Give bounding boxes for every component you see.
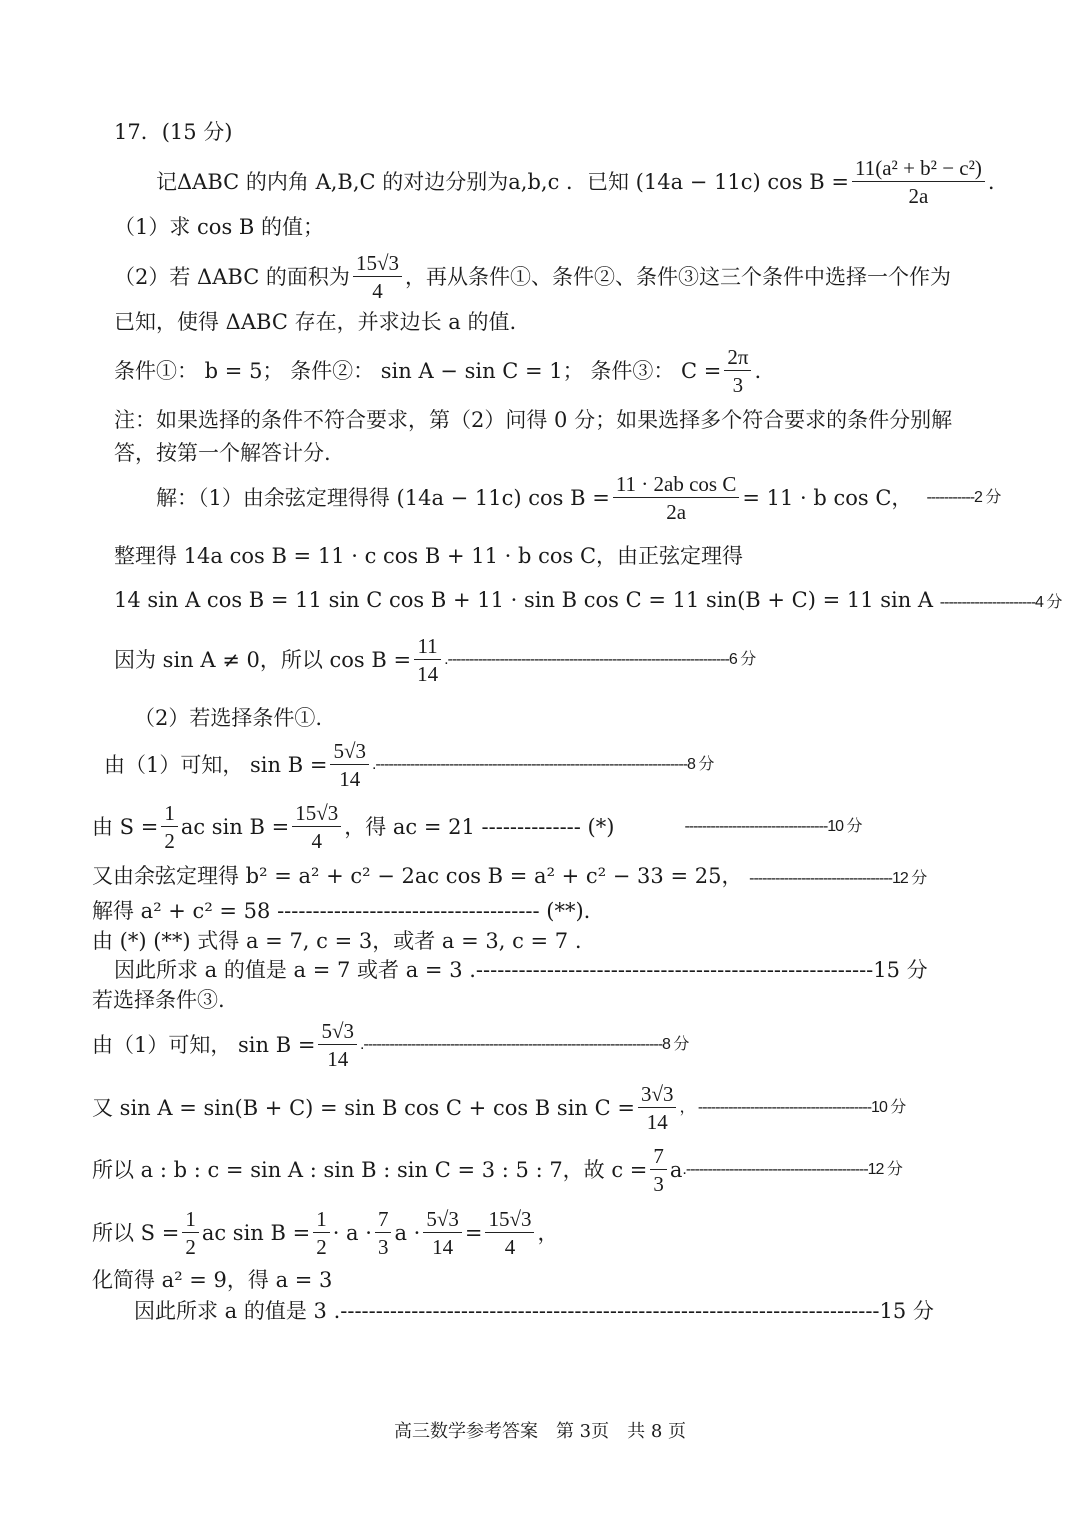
cond3-line3: 所以 a : b : c = sin A : sin B : sin C = 3 : 5 : 7，故 c = $\frac{7}{3}$ a .------------------------------------------12 分 [92, 1144, 902, 1197]
cond1-heading: （2）若选择条件①. [134, 706, 323, 730]
page-footer: 高三数学参考答案 第 3页 共 8 页 [393, 1421, 687, 1442]
part2-cont: 已知，使得 ΔABC 存在，并求边长 a 的值. [114, 310, 517, 334]
cond3-line4: 所以 S = $\frac{1}{2}$ ac sin B = $\frac{1}{2}$ · a · 7 3 a · $\frac{5√3}{14}$ = $\frac{15√3}{4}$ ， [92, 1207, 559, 1260]
sol-line1: 解：（1）由余弦定理得得 (14a − 11c) cos B = $\frac{\text{11 · 2ab cos C}}{2a}$ = 11 · b cos C， -----------2 分 [156, 472, 1001, 525]
score-mark: .-----------------------------------------------------------------6 分 [444, 651, 756, 669]
sol-line3: 14 sin A cos B = 11 sin C cos B + 11 · sin B cos C = 11 sin(B + C) = 11 sin A ----------------------4 分 [114, 588, 1062, 612]
sol-line2: 整理得 14a cos B = 11 · c cos B + 11 · b cos C，由正弦定理得 [114, 544, 744, 568]
cond3-fraction: $\frac{2\pi}{3}$ [724, 346, 751, 396]
score-mark: ---------------------------------12 分 [749, 870, 927, 887]
ratio-fraction: $\frac{7}{3}$ [650, 1145, 667, 1195]
sol-line4: 因为 sin A ≠ 0，所以 cos B = $\frac{11}{14}$ .-----------------------------------------------------------------6 分 [114, 634, 756, 687]
area-fraction: 15√3 4 [353, 252, 402, 302]
cond1-line3: 又由余弦定理得 b² = a² + c² − 2ac cos B = a² + c² − 33 = 25， ---------------------------------12 分 [92, 864, 927, 888]
score-mark: .---------------------------------------------------------------------8 分 [359, 1036, 689, 1054]
score-mark: .------------------------------------------12 分 [682, 1161, 902, 1179]
score-mark: ----------------------4 分 [939, 594, 1062, 611]
cond1-line1: 由（1）可知， sin B = $\frac{5√3}{14}$ .------------------------------------------------------------------------8 分 [104, 739, 714, 792]
cond1-line2: 由 S = $\frac{1}{2}$ ac sin B = $\frac{15√3}{4}$ ，得 ac = 21 -------------- (*) ---------------------------------10 分 [92, 801, 862, 854]
problem-number: 17．(15 分) [114, 120, 233, 144]
sina-fraction: $\frac{3√3}{14}$ [638, 1083, 677, 1133]
frac-c: 7 3 [375, 1208, 392, 1258]
area-fraction-2: $\frac{15√3}{4}$ [292, 802, 341, 852]
cond3-line2: 又 sin A = sin(B + C) = sin B cos C + cos B sin C = $\frac{3√3}{14}$ ， ----------------------------------------10 分 [92, 1082, 906, 1135]
cond1-line5: 由 (*) (**) 式得 a = 7, c = 3，或者 a = 3, c = 7 . [92, 929, 582, 953]
part1: （1）求 cos B 的值； [114, 215, 324, 239]
note-line2: 答，按第一个解答计分. [114, 441, 331, 465]
note-line1: 注：如果选择的条件不符合要求，第（2）问得 0 分；如果选择多个符合要求的条件分别解 [114, 408, 953, 432]
stem-text: 记ΔABC 的内角 A,B,C 的对边分别为a,b,c ．已知 (14a − 11c) cos B = [156, 169, 849, 194]
score-mark: -----------2 分 [926, 489, 1001, 507]
cond1-line4: 解得 a² + c² = 58 ------------------------------------- (**). [92, 899, 591, 923]
frac-e: $\frac{15√3}{4}$ [485, 1208, 534, 1258]
score-mark: .------------------------------------------------------------------------8 分 [371, 756, 714, 774]
score-mark: ---------------------------------10 分 [684, 818, 862, 836]
score-mark: ， ----------------------------------------10 分 [679, 1099, 906, 1117]
cond3-line5: 化简得 a² = 9，得 a = 3 [92, 1268, 333, 1292]
sinb-fraction-2: $\frac{5√3}{14}$ [318, 1020, 357, 1070]
cond3-heading: 若选择条件③. [92, 988, 225, 1012]
sinb-fraction: $\frac{5√3}{14}$ [330, 740, 369, 790]
cosb-fraction: $\frac{11}{14}$ [414, 635, 441, 685]
frac-b: $\frac{1}{2}$ [313, 1208, 330, 1258]
problem-stem: 记ΔABC 的内角 A,B,C 的对边分别为a,b,c ．已知 (14a − 11c) cos B = $\frac{\text{11(a² + b² − c²)}}{2a}$ . [156, 156, 995, 209]
cond1-line6: 因此所求 a 的值是 a = 7 或者 a = 3 .--------------------------------------------------------15 分 [114, 958, 928, 982]
half-fraction: $\frac{1}{2}$ [161, 802, 178, 852]
stem-fraction: $\frac{\text{11(a² + b² − c²)}}{2a}$ [852, 157, 985, 207]
frac-a: $\frac{1}{2}$ [182, 1208, 199, 1258]
cond3-line6: 因此所求 a 的值是 3 .----------------------------------------------------------------------------15 分 [134, 1299, 934, 1323]
conditions: 条件①： b = 5； 条件②： sin A − sin C = 1； 条件③： C = $\frac{2\pi}{3}$ . [114, 345, 762, 398]
frac-d: $\frac{5√3}{14}$ [423, 1208, 462, 1258]
cond3-line1: 由（1）可知， sin B = $\frac{5√3}{14}$ .---------------------------------------------------------------------8 分 [92, 1019, 689, 1072]
sol-fraction: $\frac{\text{11 · 2ab cos C}}{2a}$ [613, 473, 740, 523]
part2: （2）若 ΔABC 的面积为 15√3 4 ，再从条件①、条件②、条件③这三个条件中选择一个作为 [114, 251, 951, 304]
